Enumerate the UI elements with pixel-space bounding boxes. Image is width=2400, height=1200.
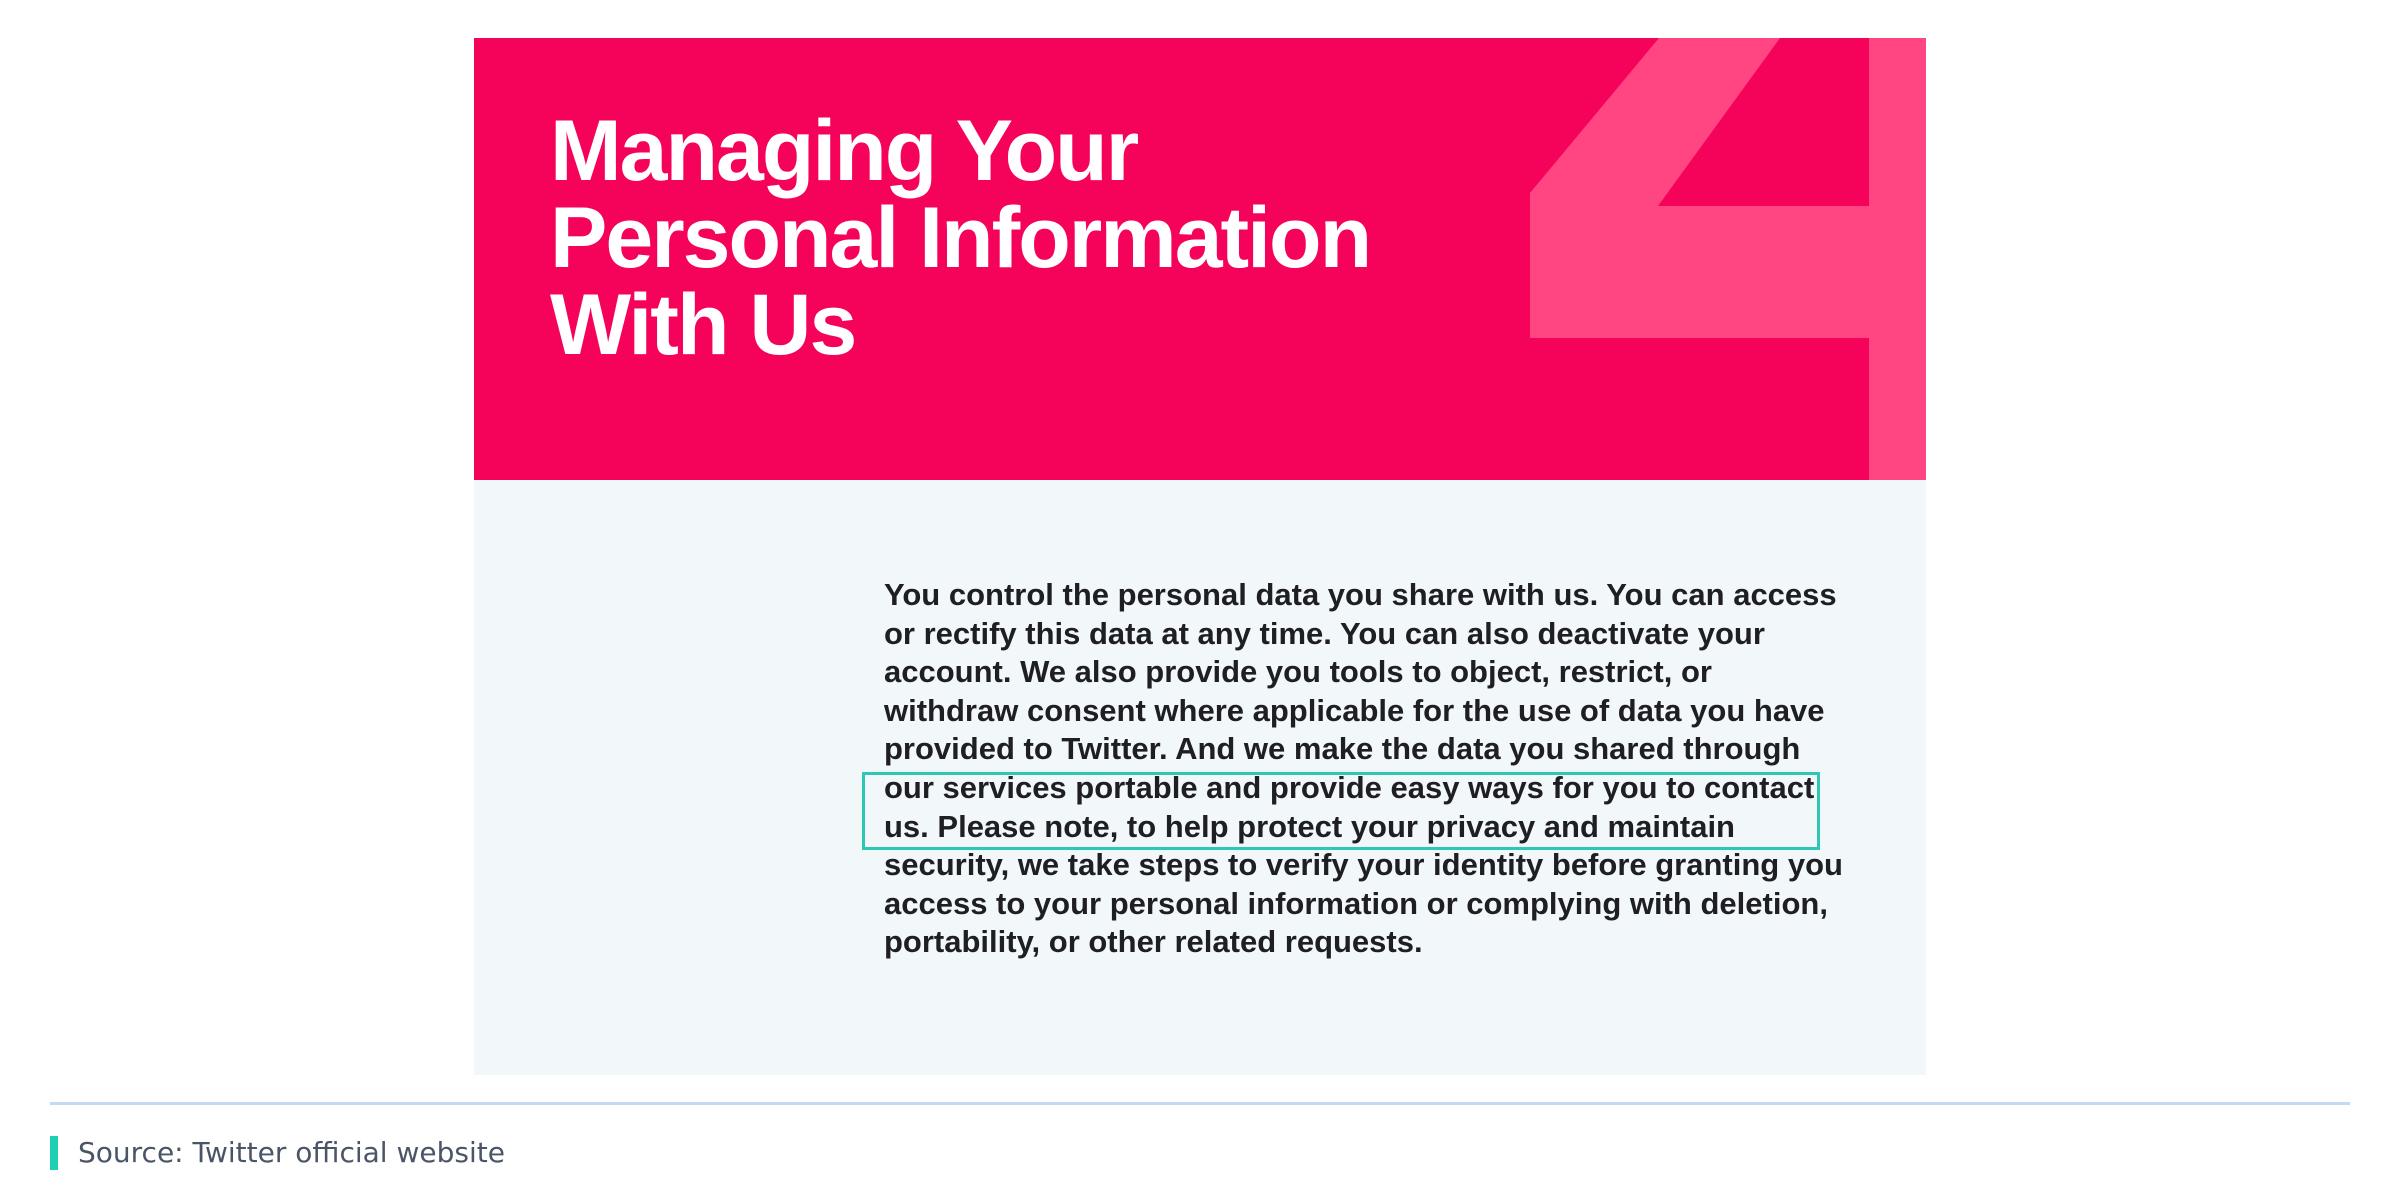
highlight-box xyxy=(862,772,1820,850)
footer-divider xyxy=(50,1102,2350,1105)
document-title: Managing Your Personal Information With Us xyxy=(550,103,1371,373)
banner xyxy=(474,38,1926,480)
document-body-text: You control the personal data you share with us. You can access or rectify this data at any time. You can also deactivate your account. We also provide you tools to object, restrict, or withdraw consent where applicable for the use of data you have provided to Twitter. And we make the data you shared through our services portable and provide easy ways for you to contact us. Please note, to help protect your privacy and maintain security, we take steps to verify your identity before granting you access to your personal information or complying with deletion, portability, or other related requests. xyxy=(884,577,1843,960)
source-accent-bar xyxy=(50,1136,58,1170)
source-caption: Source: Twitter official website xyxy=(78,1136,505,1169)
document-image xyxy=(474,38,1926,1075)
